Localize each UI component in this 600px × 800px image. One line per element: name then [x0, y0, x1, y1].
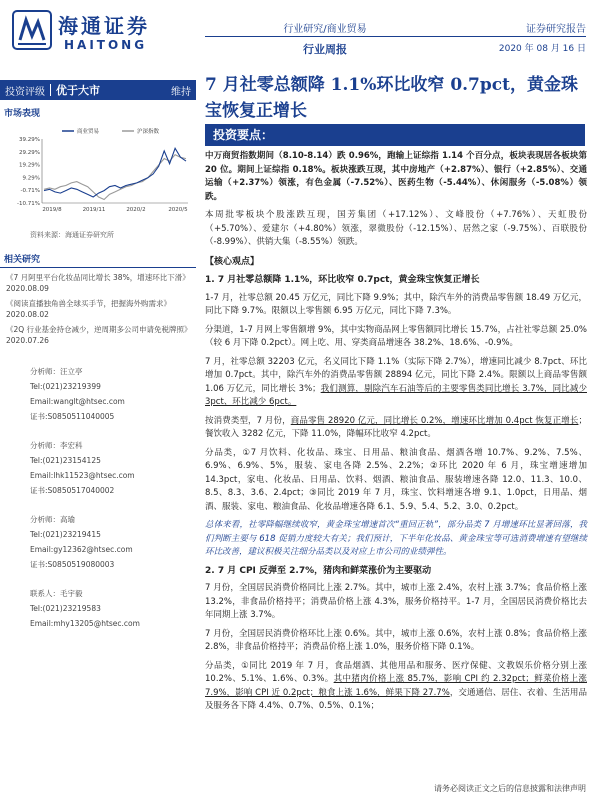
- y-tick-label: 39.29%: [19, 137, 40, 143]
- series-line: [44, 148, 186, 197]
- rating-change: 维持: [171, 86, 191, 98]
- y-tick-label: -10.71%: [17, 201, 40, 207]
- analyst-email[interactable]: Email:gy12362@htsec.com: [30, 545, 133, 554]
- text-run: ，交通通信、居住、衣着、生活用品及服务各下降 4.4%、0.7%、0.5%、0.1%；: [205, 687, 587, 711]
- logo-english: HAITONG: [64, 38, 148, 52]
- highlight-run: 其中猪肉价格上涨 85.7%，影响 CPI 约 2.32pct；鲜菜价格上涨 7.9%，影响 CPI 近 0.2pct；粮食上涨 1.6%，鲜果下降 27.7%: [205, 674, 587, 698]
- y-tick-label: 29.29%: [19, 149, 40, 156]
- report-date: 2020 年 08 月 16 日: [498, 44, 586, 54]
- core-view-heading: 【核心观点】: [205, 256, 260, 267]
- y-tick-label: 9.29%: [22, 175, 40, 182]
- related-item[interactable]: 《阅读直播独角兽全球买手节，把握海外购需求》2020.08.02: [6, 299, 171, 319]
- rating-value: 优于大市: [56, 84, 100, 97]
- related-research-heading: 相关研究: [0, 252, 196, 268]
- analyst-card: [30, 586, 196, 631]
- sidebar: [0, 106, 196, 645]
- analyst-name: 分析师：汪立亭: [30, 367, 83, 376]
- related-research: [0, 252, 196, 346]
- summary-paragraph: 总体来看，社零降幅继续收窄，黄金珠宝增速首次“重回正轨”，部分品类 7 月增速环比显著回落，我们判断主要与 618 促销力度较大有关；我们预计，下半年化妆品、黄金珠宝等可选消费增速有望继续环比改善，建议积极关注细分品类以及对应上市公司的业绩弹性。: [205, 520, 587, 557]
- paragraph: 7 月份，全国居民消费价格同比上涨 2.7%。其中，城市上涨 2.4%，农村上涨 3.7%；食品价格上涨 13.2%，非食品价格持平；消费品价格上涨 4.3%，服务价格持平。1-7 月，全国居民消费价格比去年同期上涨 3.7%。: [205, 583, 587, 620]
- analyst-name: 联系人：毛宇毅: [30, 589, 83, 598]
- doc-type: 证券研究报告: [526, 24, 586, 35]
- paragraph: 1-7 月，社零总额 20.45 万亿元，同比下降 9.9%；其中，除汽车外的消费品零售额 18.49 万亿元，同比下降 9.7%。限额以上零售额 6.95 万亿元，同比下降 7.3%。: [205, 292, 587, 316]
- analyst-name: 分析师：李宏科: [30, 441, 83, 450]
- analyst-card: [30, 364, 196, 424]
- analyst-name: 分析师：高瑜: [30, 515, 75, 524]
- paragraph: 分品类，①7 月饮料、化妆品、珠宝、日用品、粮油食品、烟酒各增 10.7%、9.2%、7.5%、6.9%、6.9%、5%，服装、家电各降 2.5%、2.2%；②环比 2020 年 6 月，珠宝增速增加 14.3pct，家电、化妆品、日用品、饮料、烟酒、粮油食品、服装增速各降 12.0、11.3、10.0、8.5、8.3、3.6、2.4pct；③同比 2019 年 7 月，珠宝、饮料增速各增 9.1、1.0pct，日用品、烟酒、服装、家电、粮油食品、化妆品增速各降 6.1、5.9、5.4、5.2、3.0、0.2pct。: [205, 447, 587, 512]
- analyst-tel: Tel:(021)23219399: [30, 382, 101, 391]
- legend-label: 商业贸易: [77, 129, 100, 135]
- market-chart-svg: [12, 125, 192, 220]
- series-line: [44, 155, 186, 200]
- analyst-cert: 证书:S0850511040005: [30, 412, 115, 421]
- x-tick-label: 2019/8: [42, 207, 62, 213]
- analyst-tel: Tel:(021)23219415: [30, 530, 101, 539]
- market-performance-heading: 市场表现: [4, 109, 41, 119]
- text-run: 按消费类型，7 月份，: [205, 415, 291, 426]
- text-run: ；餐饮收入 3282 亿元，下降 11.0%，降幅环比收窄 4.2pct。: [205, 415, 587, 439]
- analyst-cert: 证书:S0850517040002: [30, 486, 115, 495]
- highlight-run: 我们测算，剔除汽车石油等后的主要零售类同比增长 3.7%，同比减少 3pct、环比减少 6pct。: [205, 383, 587, 407]
- haitong-logo: [12, 8, 182, 58]
- y-tick-label: -0.71%: [20, 188, 40, 195]
- x-tick-label: 2019/11: [82, 207, 106, 213]
- text-run: 分品类，①同比 2019 年 7 月，食品烟酒、其他用品和服务、医疗保健、文教娱乐价格分别上涨 10.2%、5.1%、1.6%、0.3%。: [205, 660, 587, 684]
- paragraph: 分渠道，1-7 月网上零售额增 9%，其中实物商品网上零售额同比增长 15.7%，占社社零总额 25.0%（较 6 月下降 0.2pct）。网上吃、用、穿类商品增速各 38.2%、18.6%、-0.9%。: [205, 324, 587, 348]
- analyst-list: [0, 364, 196, 631]
- analyst-tel: Tel:(021)23154125: [30, 456, 101, 465]
- main-content: [205, 150, 587, 719]
- y-tick-label: 19.29%: [19, 162, 40, 169]
- report-type: 行业周报: [303, 43, 347, 56]
- analyst-cert: 证书:S0850519080003: [30, 560, 115, 569]
- paragraph: 中万商贸指数期间（8.10-8.14）跌 0.96%，跑输上证综指 1.14 个百分点，板块表现居各板块第 20 位。期间上证综指 0.18%。板块涨跌互现，其中房地产（+2.87%）、银行（+2.85%）、交通运输（+2.37%）领涨，有色金属（-7.52%）、医药生物（-5.44%）、休闲服务（-5.08%）领跌。: [205, 151, 587, 202]
- analyst-email[interactable]: Email:lhk11523@htsec.com: [30, 471, 135, 480]
- header-right: [499, 20, 586, 54]
- market-chart: [12, 125, 192, 220]
- report-title: 7 月社零总额降 1.1%环比收窄 0.7pct，黄金珠宝恢复正增长: [205, 75, 578, 121]
- text-run: 7 月，社零总额 32203 亿元，名义同比下降 1.1%（实际下降 2.7%），增速同比减少 8.7pct、环比增加 0.7pct。其中，除汽车外的消费品零售额 28894 亿元，同比下降 2.4%。限额以上商品零售额 1.06 万亿元，同比增长 3%；: [205, 356, 587, 394]
- report-category: 行业研究/商业贸易: [283, 24, 367, 35]
- highlight-run: 商品零售 28920 亿元，同比增长 0.2%，增速环比增加 0.4pct 恢复正增长: [290, 415, 579, 426]
- section-heading: 1. 7 月社零总额降 1.1%，环比收窄 0.7pct，黄金珠宝恢复正增长: [205, 275, 480, 285]
- page-header: [0, 0, 600, 60]
- footer-disclaimer: 请务必阅读正文之后的信息披露和法律声明: [434, 784, 586, 793]
- analyst-email[interactable]: Email:mhy13205@htsec.com: [30, 619, 140, 628]
- rating-bar: [0, 80, 196, 100]
- paragraph: [205, 356, 587, 410]
- haitong-logo-icon: [12, 10, 52, 50]
- key-points-heading: 投资要点：: [205, 124, 585, 146]
- analyst-tel: Tel:(021)23219583: [30, 604, 101, 613]
- related-item[interactable]: 《2Q 行业基金持仓减少，逆周期多公司申请免税牌照》2020.07.26: [6, 325, 192, 345]
- rating-label: 投资评级: [5, 86, 45, 98]
- paragraph: [205, 660, 587, 714]
- analyst-email[interactable]: Email:wanglt@htsec.com: [30, 397, 125, 406]
- header-center: [260, 20, 390, 57]
- related-item[interactable]: 《7 月阿里平台化妆品同比增长 38%，增速环比下滑》2020.08.09: [6, 273, 190, 293]
- analyst-card: [30, 438, 196, 498]
- section-heading: 2. 7 月 CPI 反弹至 2.7%，猪肉和鲜菜涨价为主要驱动: [205, 565, 432, 576]
- paragraph: 7 月份，全国居民消费价格环比上涨 0.6%。其中，城市上涨 0.6%，农村上涨 0.8%；食品价格上涨 2.8%，非食品价格持平；消费品价格上涨 1.0%，服务价格下降 0.1%。: [205, 628, 587, 652]
- chart-source: 资料来源：海通证券研究所: [30, 231, 114, 239]
- paragraph: [205, 415, 587, 442]
- paragraph: 本周批零板块个股涨跌互现，国芳集团（+17.12%）、文峰股份（+7.76%）、天虹股份（+5.70%）、爱建尔（+4.80%）领涨，翠微股份（-12.15%）、居然之家（-9.75%）、百联股份（-8.99%）、供销大集（-8.55%）领跌。: [205, 210, 587, 247]
- logo-chinese: 海通证券: [58, 14, 150, 38]
- x-tick-label: 2020/2: [126, 207, 146, 213]
- x-tick-label: 2020/5: [168, 207, 188, 213]
- legend-label: 沪深指数: [137, 129, 160, 135]
- analyst-card: [30, 512, 196, 572]
